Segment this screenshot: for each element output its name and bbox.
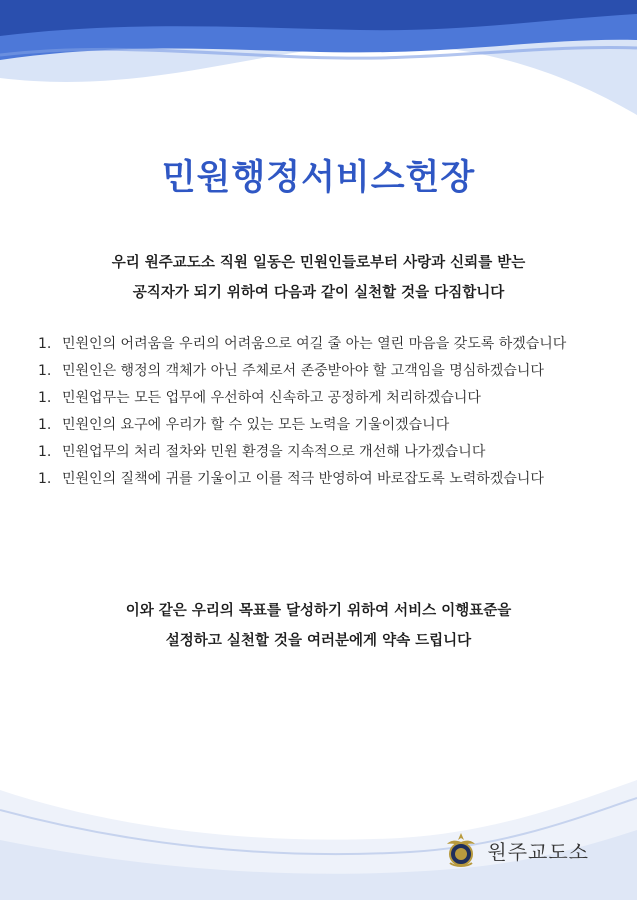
institution-logo [441,830,589,870]
closing-statement [0,596,637,656]
institution-name: 원주교도소 [487,839,589,864]
pledge-list [38,333,598,495]
pledge-item [38,387,598,409]
intro-line: 우리 원주교도소 직원 일동은 민원인들로부터 사랑과 신뢰를 받는 [111,255,526,271]
pledge-item [38,360,598,382]
correctional-emblem-icon [441,830,481,870]
pledge-text: 민원인은 행정의 객체가 아닌 주체로서 존중받아야 할 고객임을 명심하겠습니다 [62,363,544,379]
pledge-item [38,414,598,436]
pledge-text: 민원업무의 처리 절차와 민원 환경을 지속적으로 개선해 나가겠습니다 [62,444,486,460]
closing-line: 이와 같은 우리의 목표를 달성하기 위하여 서비스 이행표준을 [125,603,512,619]
pledge-text: 민원인의 요구에 우리가 할 수 있는 모든 노력을 기울이겠습니다 [62,417,450,433]
pledge-text: 민원인의 질책에 귀를 기울이고 이를 적극 반영하여 바로잡도록 노력하겠습니다 [62,471,544,487]
pledge-item [38,333,598,355]
pledge-number: 1. [38,444,52,460]
pledge-text: 민원업무는 모든 업무에 우선하여 신속하고 공정하게 처리하겠습니다 [62,390,481,406]
pledge-item [38,468,598,490]
pledge-item [38,441,598,463]
pledge-text: 민원인의 어려움을 우리의 어려움으로 여길 줄 아는 열린 마음을 갖도록 하겠습니다 [62,336,567,352]
pledge-number: 1. [38,336,52,352]
bottom-wave-decoration [0,720,637,900]
pledge-number: 1. [38,471,52,487]
closing-line: 설정하고 실천할 것을 여러분에게 약속 드립니다 [165,633,472,649]
top-wave-decoration [0,0,637,130]
intro-line: 공직자가 되기 위하여 다음과 같이 실천할 것을 다짐합니다 [132,285,505,301]
pledge-number: 1. [38,390,52,406]
pledge-number: 1. [38,363,52,379]
page-title: 민원행정서비스헌장 [161,158,476,198]
pledge-number: 1. [38,417,52,433]
intro-statement [0,248,637,308]
